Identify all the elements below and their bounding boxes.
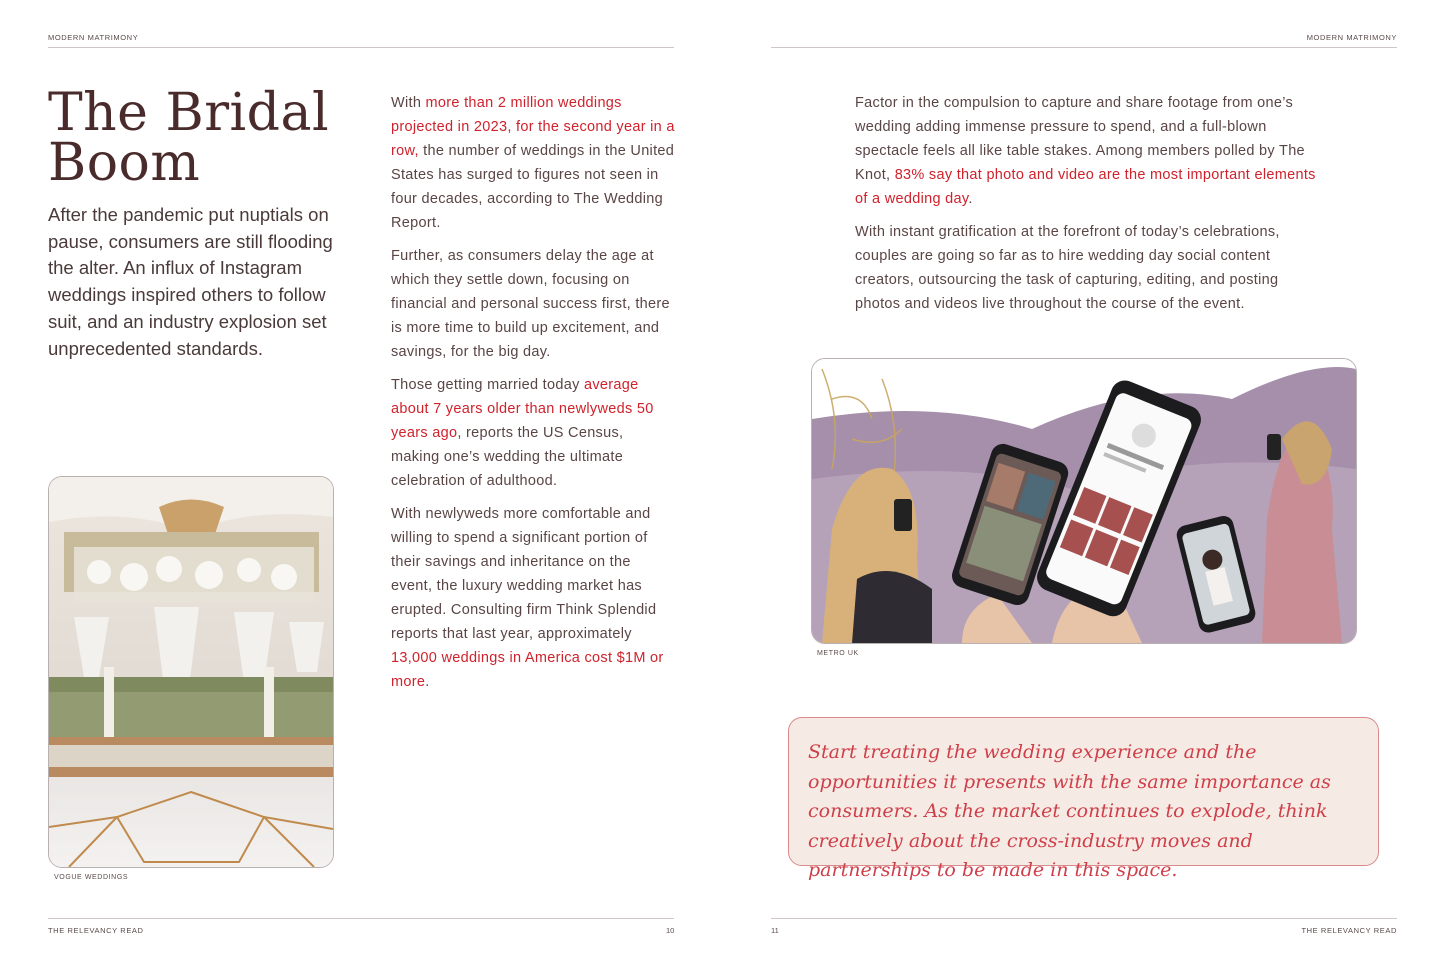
highlight-stat: 13,000 weddings in America cost $1M or more [391,650,664,690]
highlight-stat: more than 2 million weddings projected in 2023, for the second year in a row, [391,95,675,159]
header-left-label: MODERN MATRIMONY [48,33,139,42]
left-body-column [391,91,676,703]
paragraph-text: With newlyweds more comfortable and willing to spend a significant portion of their savings and inheritance on the event, the luxury wedding market has erupted. Consulting firm Think Splendid reports that last year, approximately [391,506,657,642]
page-title: The Bridal Boom [48,83,330,193]
header-right-rule [771,47,1397,48]
footer-left-rule [48,918,674,919]
social-phones-illustration [812,359,1356,643]
footer-right-rule [771,918,1397,919]
pull-quote-box [788,717,1379,881]
paragraph-text: With [391,95,426,111]
wedding-venue-photo [48,476,334,868]
paragraph-text: Factor in the compulsion to capture and share footage from one’s wedding adding immense pressure to spend, and a full-blown spectacle feels all like table stakes. Among members polled by The Knot, [855,95,1305,183]
left-paragraph-4 [391,502,676,694]
header-left-rule [48,47,674,48]
wedding-venue-illustration [49,477,333,867]
highlight-stat: 83% say that photo and video are the most important elements of a wedding day [855,167,1316,207]
right-paragraph-1 [855,91,1320,211]
intro-text: After the pandemic put nuptials on pause, consumers are still flooding the alter. An influx of Instagram weddings inspired others to follow suit, and an industry explosion set unprecedented standards. [48,204,333,359]
social-media-photo [811,358,1357,644]
left-paragraph-2: Further, as consumers delay the age at which they settle down, focusing on financial and personal success first, there is more time to build up excitement, and savings, for the big day. [391,248,670,360]
right-paragraph-2: With instant gratification at the forefront of today’s celebrations, couples are going so far as to hire wedding day social content creators, outsourcing the task of capturing, editing, and posting photos and videos live throughout the course of the event. [855,224,1280,312]
right-photo-caption: METRO UK [817,650,859,657]
page-number-right: 11 [771,926,779,935]
highlight-stat: average about 7 years older than newlyweds 50 years ago [391,377,654,441]
right-body-column [855,91,1320,325]
paragraph-text: , reports the US Census, making one’s wedding the ultimate celebration of adulthood. [391,425,624,489]
footer-right-label: THE RELEVANCY READ [1301,926,1397,935]
paragraph-text: . [425,674,430,690]
page-number-left: 10 [666,926,675,935]
left-paragraph-1 [391,91,676,235]
paragraph-text: . [968,191,973,207]
footer-left-label: THE RELEVANCY READ [48,926,144,935]
paragraph-text: Those getting married today [391,377,584,393]
left-photo-caption: VOGUE WEDDINGS [54,874,129,881]
pull-quote: Start treating the wedding experience and the opportunities it presents with the same importance as consumers. As the market continues to explode, think creatively about the cross-industry moves and partnerships to be made in this space. [808,741,1331,881]
left-paragraph-3 [391,373,676,493]
paragraph-text: the number of weddings in the United States has surged to figures not seen in four decades, according to The Wedding Report. [391,143,675,231]
header-right-label: MODERN MATRIMONY [1306,33,1397,42]
